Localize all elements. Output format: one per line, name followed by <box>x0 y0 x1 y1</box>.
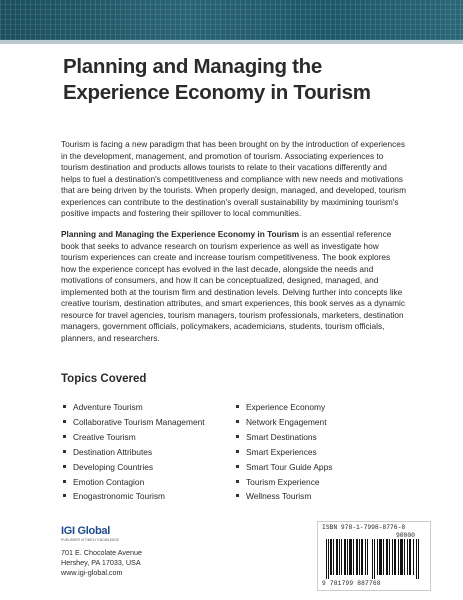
isbn-text: ISBN 978-1-7998-8776-8 <box>322 524 406 531</box>
description-paragraph-2 <box>61 229 407 344</box>
topic-label: Creative Tourism <box>73 431 136 442</box>
topic-label: Smart Tour Guide Apps <box>246 461 333 472</box>
list-item <box>236 460 332 475</box>
publisher-address <box>61 548 142 577</box>
bullet-icon <box>63 435 66 438</box>
book-title <box>63 54 423 106</box>
list-item <box>63 460 205 475</box>
topic-label: Enogastronomic Tourism <box>73 491 166 502</box>
bullet-icon <box>236 465 239 468</box>
bullet-icon <box>236 405 239 408</box>
list-item <box>236 489 332 504</box>
list-item <box>63 445 205 460</box>
list-item <box>236 415 332 430</box>
list-item <box>236 400 332 415</box>
publisher-website: www.igi-global.com <box>61 567 123 577</box>
description-paragraph-1: Tourism is facing a new paradigm that has been brought on by the introduction of experiences in the development, management, and promotion of tourism. Associating experiences to tourism destination and products allows tourists to relate to their vacations differently and helps to fuel a destination's competitiveness and compliance with new needs and motivations that are being driven by the tourists. When properly design, managed, and developed, tourism experiences can contribute to the destination's overall sustainability by maximining tourism's positive impacts and fostering their spillover to local communities. <box>61 139 406 218</box>
address-line-2: Hershey, PA 17033, USA <box>61 557 141 567</box>
bullet-icon <box>63 420 66 423</box>
bullet-icon <box>236 435 239 438</box>
topics-heading: Topics Covered <box>61 373 147 385</box>
logo-text: IGI Global <box>61 525 110 537</box>
list-item <box>63 475 205 490</box>
top-banner <box>0 0 463 40</box>
bullet-icon <box>236 420 239 423</box>
list-item <box>63 400 205 415</box>
topic-label: Network Engagement <box>246 416 327 427</box>
book-title-line2: Experience Economy in Tourism <box>63 81 371 104</box>
bullet-icon <box>63 494 66 497</box>
price-code: 90000 <box>396 532 415 539</box>
igi-global-logo-icon <box>61 525 113 537</box>
topics-list-left <box>63 400 205 504</box>
topics-list-right <box>236 400 332 504</box>
topic-label: Tourism Experience <box>246 476 320 487</box>
book-title-line1: Planning and Managing the <box>63 55 323 78</box>
topic-label: Smart Destinations <box>246 431 317 442</box>
topic-label: Developing Countries <box>73 461 154 472</box>
topic-label: Wellness Tourism <box>246 491 312 502</box>
list-item <box>236 475 332 490</box>
list-item <box>236 445 332 460</box>
topic-label: Emotion Contagion <box>73 476 145 487</box>
publisher-logo <box>61 525 120 545</box>
topic-label: Smart Experiences <box>246 446 317 457</box>
bullet-icon <box>63 465 66 468</box>
barcode-icon <box>326 539 422 579</box>
banner-strip <box>0 40 463 44</box>
paragraph-2-text: is an essential reference book that seeks to advance research on tourism experience as well as investigate how tourism experiences can create and increase tourism competitiveness. The book explores how the experience concept has evolved in the last decade, alongside the needs and motivations of consumers, and how it can be conceptualized, designed, managed, and implemented both at the tourism firm and destination levels. Delving further into concepts like creative tourism, destination attributes, and smart experiences, this book serves as a dynamic resource for travel agencies, tourism managers, tourism professionals, marketers, destination managers, government officials, policymakers, academicians, students, tourism officials, planners, and researchers. <box>61 229 406 343</box>
topic-label: Adventure Tourism <box>73 402 143 412</box>
logo-tagline: PUBLISHER of TIMELY KNOWLEDGE <box>61 538 120 542</box>
topic-label: Collaborative Tourism Management <box>73 416 205 427</box>
list-item <box>63 489 205 504</box>
bullet-icon <box>236 450 239 453</box>
topic-label: Experience Economy <box>246 402 326 412</box>
bullet-icon <box>236 480 239 483</box>
paragraph-2-book-title: Planning and Managing the Experience Economy in Tourism <box>61 229 300 239</box>
isbn-barcode <box>317 521 431 591</box>
list-item <box>236 430 332 445</box>
bullet-icon <box>63 405 66 408</box>
topic-label: Destination Attributes <box>73 446 153 457</box>
bullet-icon <box>63 480 66 483</box>
barcode-number: 9 781799 887768 <box>322 580 381 587</box>
list-item <box>63 430 205 445</box>
list-item <box>63 415 205 430</box>
bullet-icon <box>63 450 66 453</box>
address-line-1: 701 E. Chocolate Avenue <box>61 548 142 557</box>
bullet-icon <box>236 494 239 497</box>
